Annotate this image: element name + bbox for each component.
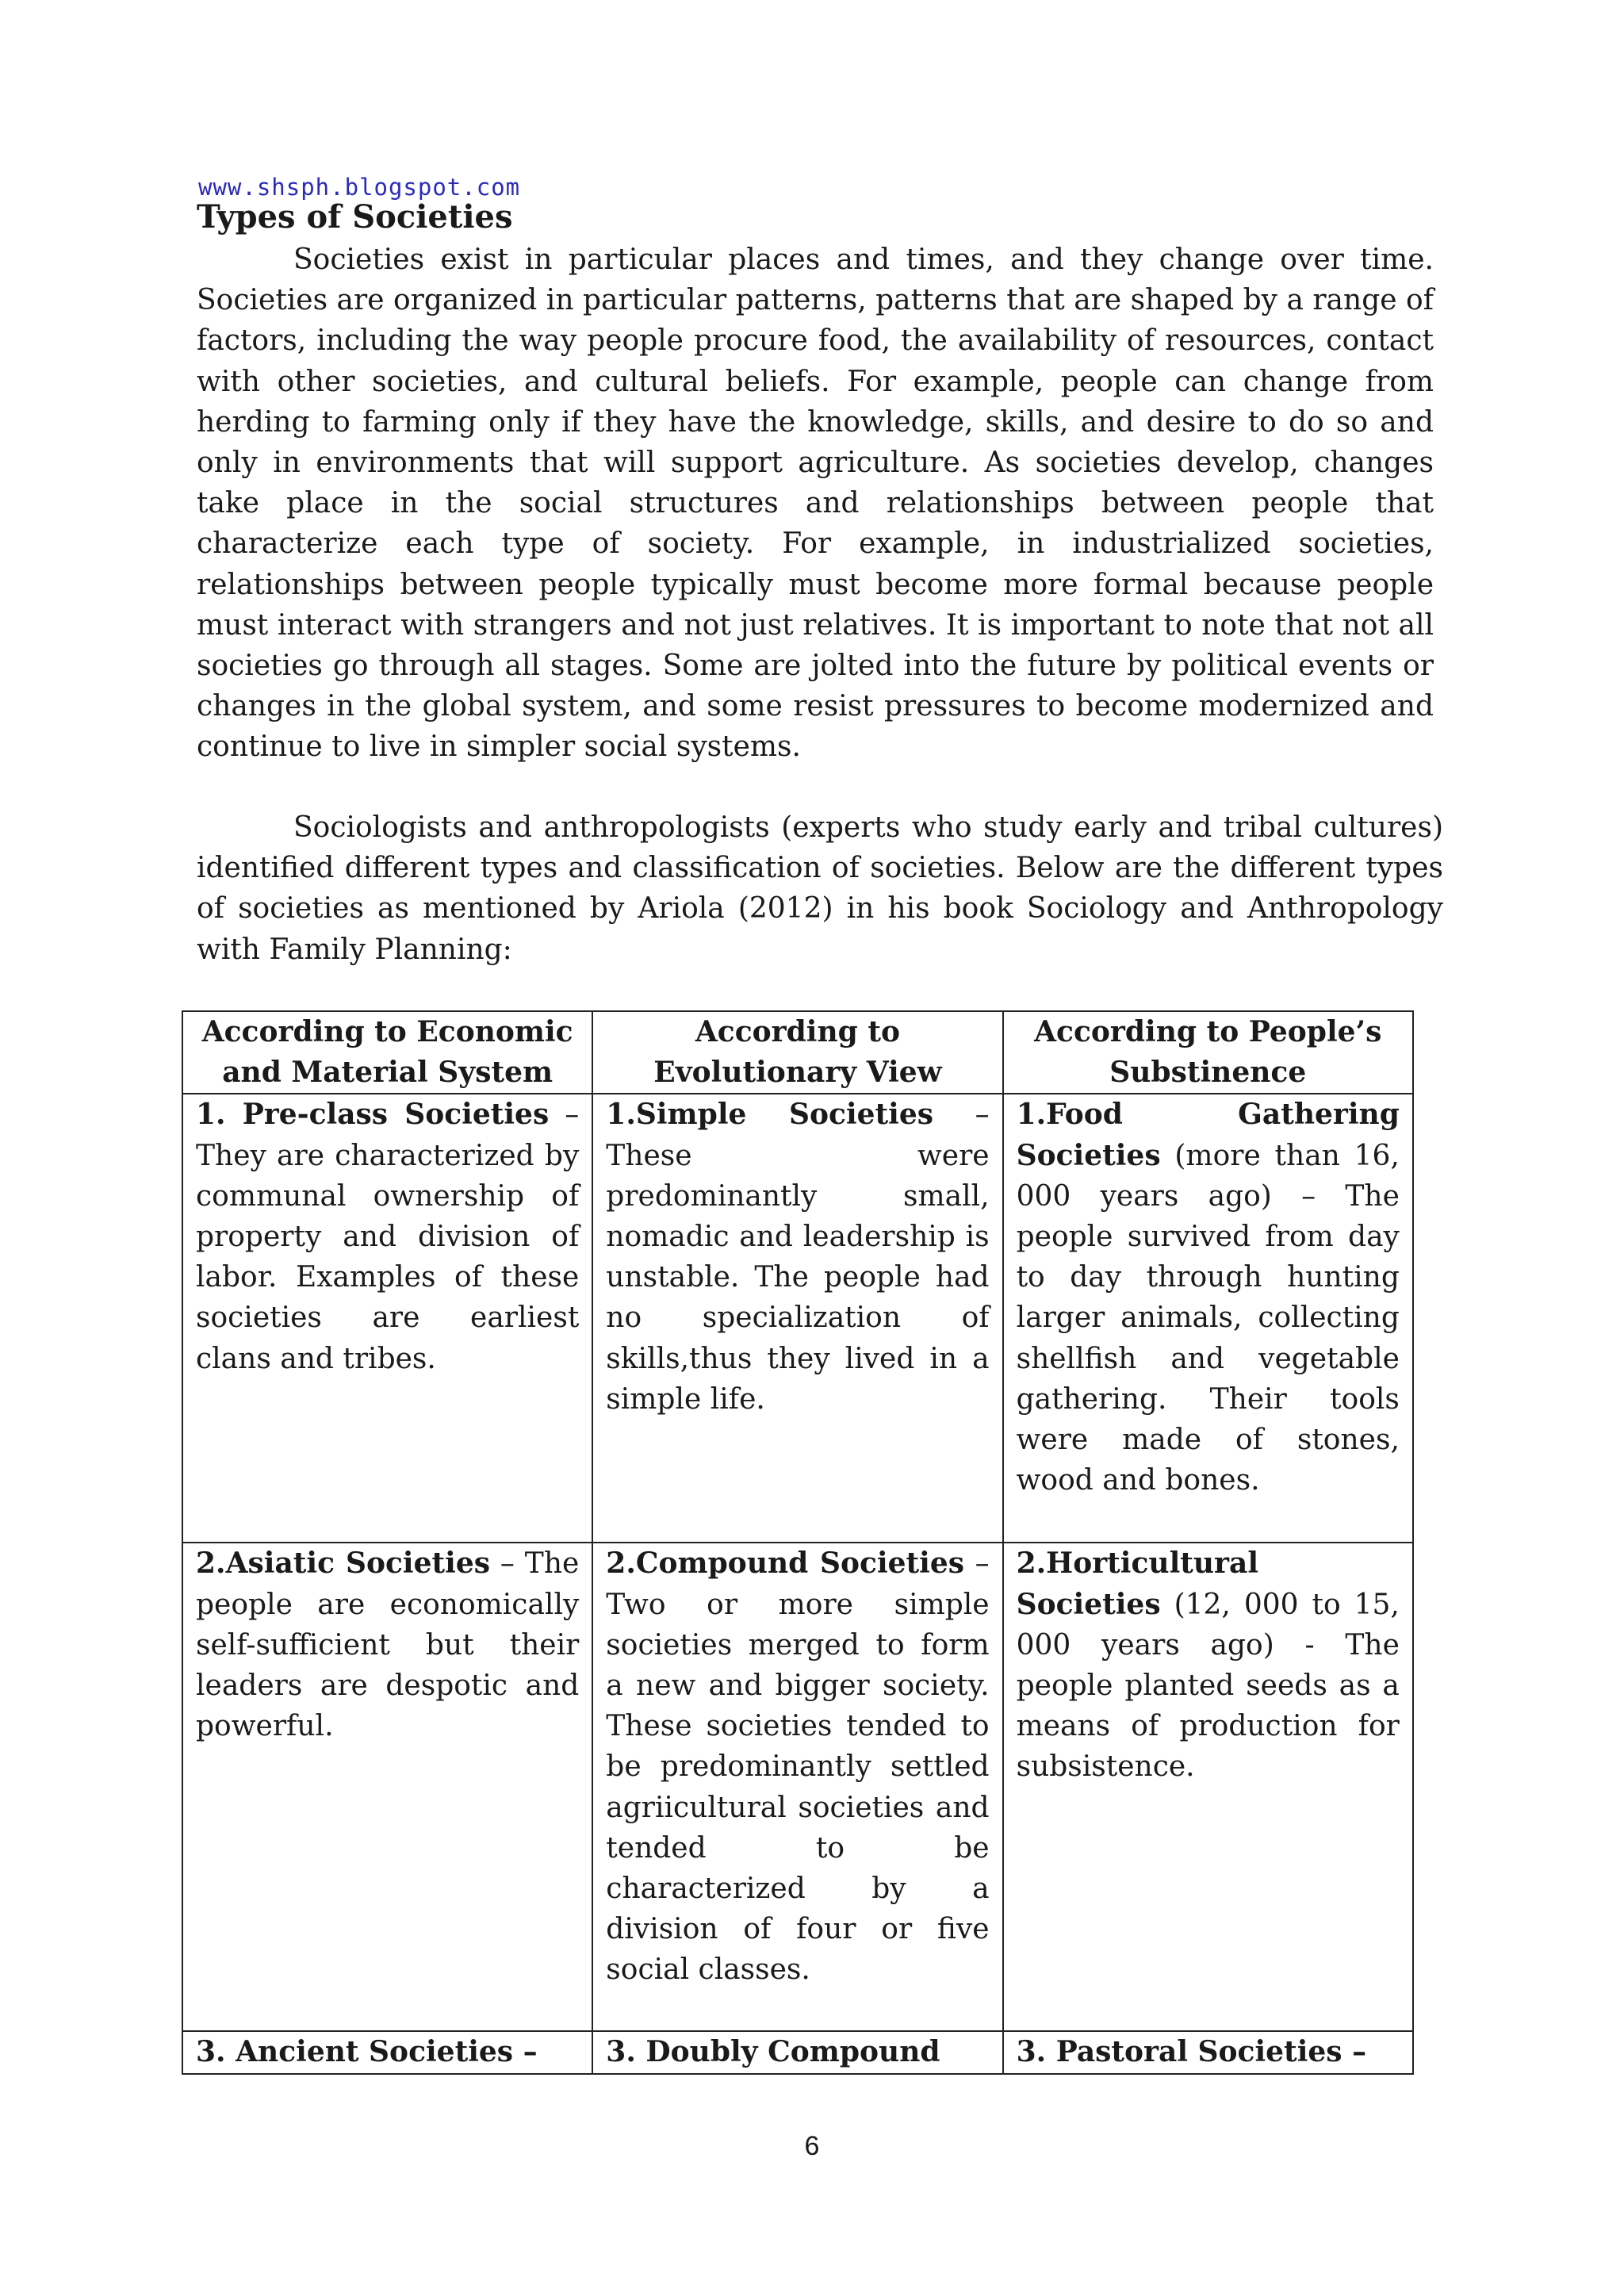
table-cell — [1003, 2031, 1413, 2074]
cell-text: – The people are economically self-sufficient but their leaders are despotic and powerful. — [196, 1547, 580, 1743]
intro-paragraph-text: Societies exist in particular places and times, and they change over time. Societies are organized in particular patterns, patterns that are shaped by a range of factors, including the way people procure food, the availability of resources, contact with other societies, and cultural beliefs. For example, people can change from herding to farming only if they have the knowledge, skills, and desire to do so and only in environments that will support agriculture. As societies develop, changes take place in the social structures and relationships between people that characterize each type of society. For example, in industrialized societies, relationships between people typically must become more formal because people must interact with strangers and not just relatives. It is important to note that not all societies go through all stages. Some are jolted into the future by political events or changes in the global system, and some resist pressures to become modernized and continue to live in simpler social systems. — [197, 243, 1434, 764]
cell-text: – They are characterized by communal ownership of property and division of labor. Examples of these societies are earliest clans and tribes. — [196, 1098, 580, 1375]
table-cell — [1003, 1094, 1413, 1543]
page-title: Types of Societies — [197, 198, 513, 236]
cell-title: 3. Pastoral Societies — [1016, 2035, 1342, 2069]
classification-paragraph — [197, 807, 1443, 970]
table-cell — [592, 1094, 1002, 1543]
cell-title: 3. Ancient Societies — [196, 2035, 514, 2069]
cell-text: (12, 000 to 15, 000 years ago) - The people planted seeds as a means of production for subsistence. — [1016, 1588, 1400, 1784]
table-cell — [592, 2031, 1002, 2074]
cell-text: (more than 16, 000 years ago) – The people survived from day to day through hunting larger animals, collecting shellfish and vegetable gathering. Their tools were made of stones, wood and bones. — [1016, 1139, 1400, 1497]
societies-table — [182, 1010, 1414, 2075]
cell-text: – These were predominantly small, nomadic and leadership is unstable. The people had no specialization of skills,thus they lived in a simple life. — [606, 1098, 990, 1416]
classification-paragraph-text: Sociologists and anthropologists (experts who study early and tribal cultures) identified different types and classification of societies. Below are the different types of societies as mentioned by Ariola (2012) in his book Sociology and Anthropology with Family Planning: — [197, 811, 1443, 966]
table-header-row — [182, 1011, 1413, 1094]
page-number: 6 — [804, 2131, 820, 2161]
cell-title: 3. Doubly Compound — [606, 2035, 940, 2069]
cell-title: 1.Simple Societies — [606, 1098, 934, 1132]
cell-title: 1. Pre-class Societies — [196, 1098, 550, 1132]
cell-text: – Two or more simple societies merged to form a new and bigger society. These societies tended to be predominantly settled agriicultural societies and tended to be characterized by a division of four or five social classes. — [606, 1547, 990, 1987]
cell-text: – — [1342, 2035, 1367, 2069]
table-cell — [182, 2031, 592, 2074]
table-row — [182, 2031, 1413, 2074]
cell-title: 2.Horticultural Societies — [1016, 1547, 1259, 1621]
site-url-watermark: www.shsph.blogspot.com — [198, 174, 521, 201]
table-row — [182, 1543, 1413, 2031]
cell-title: 2.Compound Societies — [606, 1547, 964, 1581]
table-cell — [592, 1543, 1002, 2031]
table-cell — [182, 1543, 592, 2031]
cell-title: 2.Asiatic Societies — [196, 1547, 490, 1581]
cell-text: – — [513, 2035, 538, 2069]
table-row — [182, 1094, 1413, 1543]
header-economic-system: According to Economic and Material System — [182, 1011, 592, 1094]
header-evolutionary-view: According to Evolutionary View — [592, 1011, 1002, 1094]
intro-paragraph — [197, 240, 1434, 768]
header-peoples-substinence: According to People’s Substinence — [1003, 1011, 1413, 1094]
cell-title: 1.Food Gathering Societies — [1016, 1098, 1400, 1172]
table-cell — [1003, 1543, 1413, 2031]
table-cell — [182, 1094, 592, 1543]
